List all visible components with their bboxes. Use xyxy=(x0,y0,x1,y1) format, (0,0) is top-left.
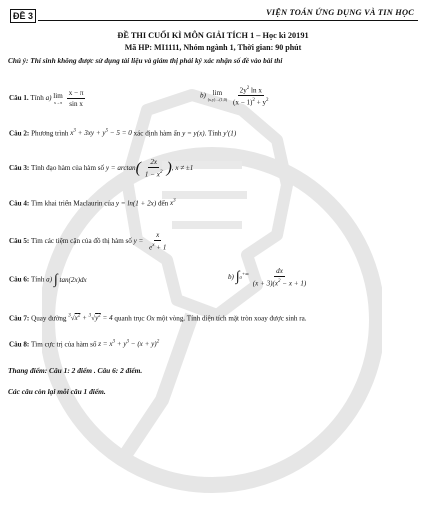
exam-code-badge: ĐỀ 3 xyxy=(10,9,36,23)
equation: y = $\frac{x}{e^x + 1}$ xyxy=(133,231,167,252)
limit-symbol: lim (x,y)→(1,0) xyxy=(207,89,228,103)
question-label: Câu 6: xyxy=(9,275,30,284)
equation: $^3√x^2 + ^3√y^2 = 4$ xyxy=(68,314,113,323)
scoring-line: Thang điểm: Câu 1: 2 điểm . Câu 6: 2 điểm. xyxy=(8,366,143,375)
question-label: Câu 7: xyxy=(9,314,30,323)
question-1 xyxy=(9,88,87,109)
question-5 xyxy=(9,230,170,252)
equation: ∫ tan(2x)dx xyxy=(53,272,87,287)
equation: ∫0+∞ $\frac{dx}{(x + 3)(x^2 - x + 1)}$ xyxy=(235,267,307,288)
equation: $z = x^3 + y^3 - (x + y)^2$ xyxy=(98,340,160,349)
question-text: Tính xyxy=(30,94,44,103)
question-3 xyxy=(9,157,193,179)
question-7 xyxy=(9,314,307,322)
question-label: Câu 3: xyxy=(9,163,30,172)
question-text: Tính xyxy=(30,275,45,284)
question-label: Câu 8: xyxy=(9,340,30,349)
question-label: Câu 1. xyxy=(9,94,29,103)
question-text: . Tính xyxy=(204,129,222,138)
part-b-label: b) xyxy=(228,272,234,281)
equation: $x^3$ xyxy=(170,199,176,208)
exam-subtitle: Mã HP: MI1111, Nhóm ngành 1, Thời gian: 90 phút xyxy=(124,43,302,52)
question-6b xyxy=(228,266,310,288)
equation: y′(1) xyxy=(223,129,237,138)
fraction: $\frac{2y^2 \ln x}{(x - 1)^2 + y^2}$ xyxy=(233,86,269,107)
question-4 xyxy=(9,199,176,207)
part-a-label: a) xyxy=(45,94,52,103)
question-1b xyxy=(200,84,273,108)
question-8 xyxy=(9,340,159,348)
scoring-rest: Các câu còn lại mỗi câu 1 điểm. xyxy=(8,387,106,396)
question-label: Câu 4: xyxy=(9,199,30,208)
part-a-label: a) xyxy=(46,275,53,284)
exam-note: Chú ý: Thí sinh không được sử dụng tài liệu và giám thị phải ký xác nhận số đề vào bài thi xyxy=(8,56,283,65)
question-text: xác định hàm ẩn xyxy=(133,129,181,138)
question-text: đến xyxy=(157,199,169,208)
equation: y = arctan( $\frac{2x}{1 - x^2}$ ), x ≠ ±1 xyxy=(105,158,194,179)
question-text: Tìm khai triển Maclaurin của xyxy=(30,199,115,208)
question-2 xyxy=(9,129,236,137)
equation: y = ln(1 + 2x) xyxy=(115,199,157,208)
question-text: Quay đường xyxy=(31,314,67,323)
question-text: Phương trình xyxy=(31,129,69,138)
question-text: Tìm cực trị của hàm số xyxy=(30,340,97,349)
question-label: Câu 2: xyxy=(9,129,30,138)
exam-title: ĐỀ THI CUỐI KÌ MÔN GIẢI TÍCH 1 – Học kì 20191 xyxy=(117,31,309,40)
question-label: Câu 5: xyxy=(9,236,30,245)
limit-symbol: lim x→π xyxy=(53,92,63,105)
question-text: một vòng. Tính diện tích mặt tròn xoay được sinh ra. xyxy=(156,314,307,323)
equation: y = y(x) xyxy=(182,129,205,138)
equation: Ox xyxy=(146,314,155,323)
page-header xyxy=(8,5,418,23)
equation: $x^3 + 3xy + y^5 - 5 = 0$ xyxy=(70,129,132,138)
question-text: quanh trục xyxy=(114,314,145,323)
part-b-label: b) xyxy=(200,91,206,100)
fraction: $\frac{x - \pi}{\text{sin x}}$ xyxy=(68,89,84,108)
question-text: Tính đạo hàm của hàm số xyxy=(30,163,105,172)
header-rule xyxy=(38,20,418,21)
question-text: Tìm các tiệm cận của đồ thị hàm số xyxy=(30,236,132,245)
institute-name: VIỆN TOÁN ỨNG DỤNG VÀ TIN HỌC xyxy=(265,8,414,17)
question-6 xyxy=(9,272,87,288)
